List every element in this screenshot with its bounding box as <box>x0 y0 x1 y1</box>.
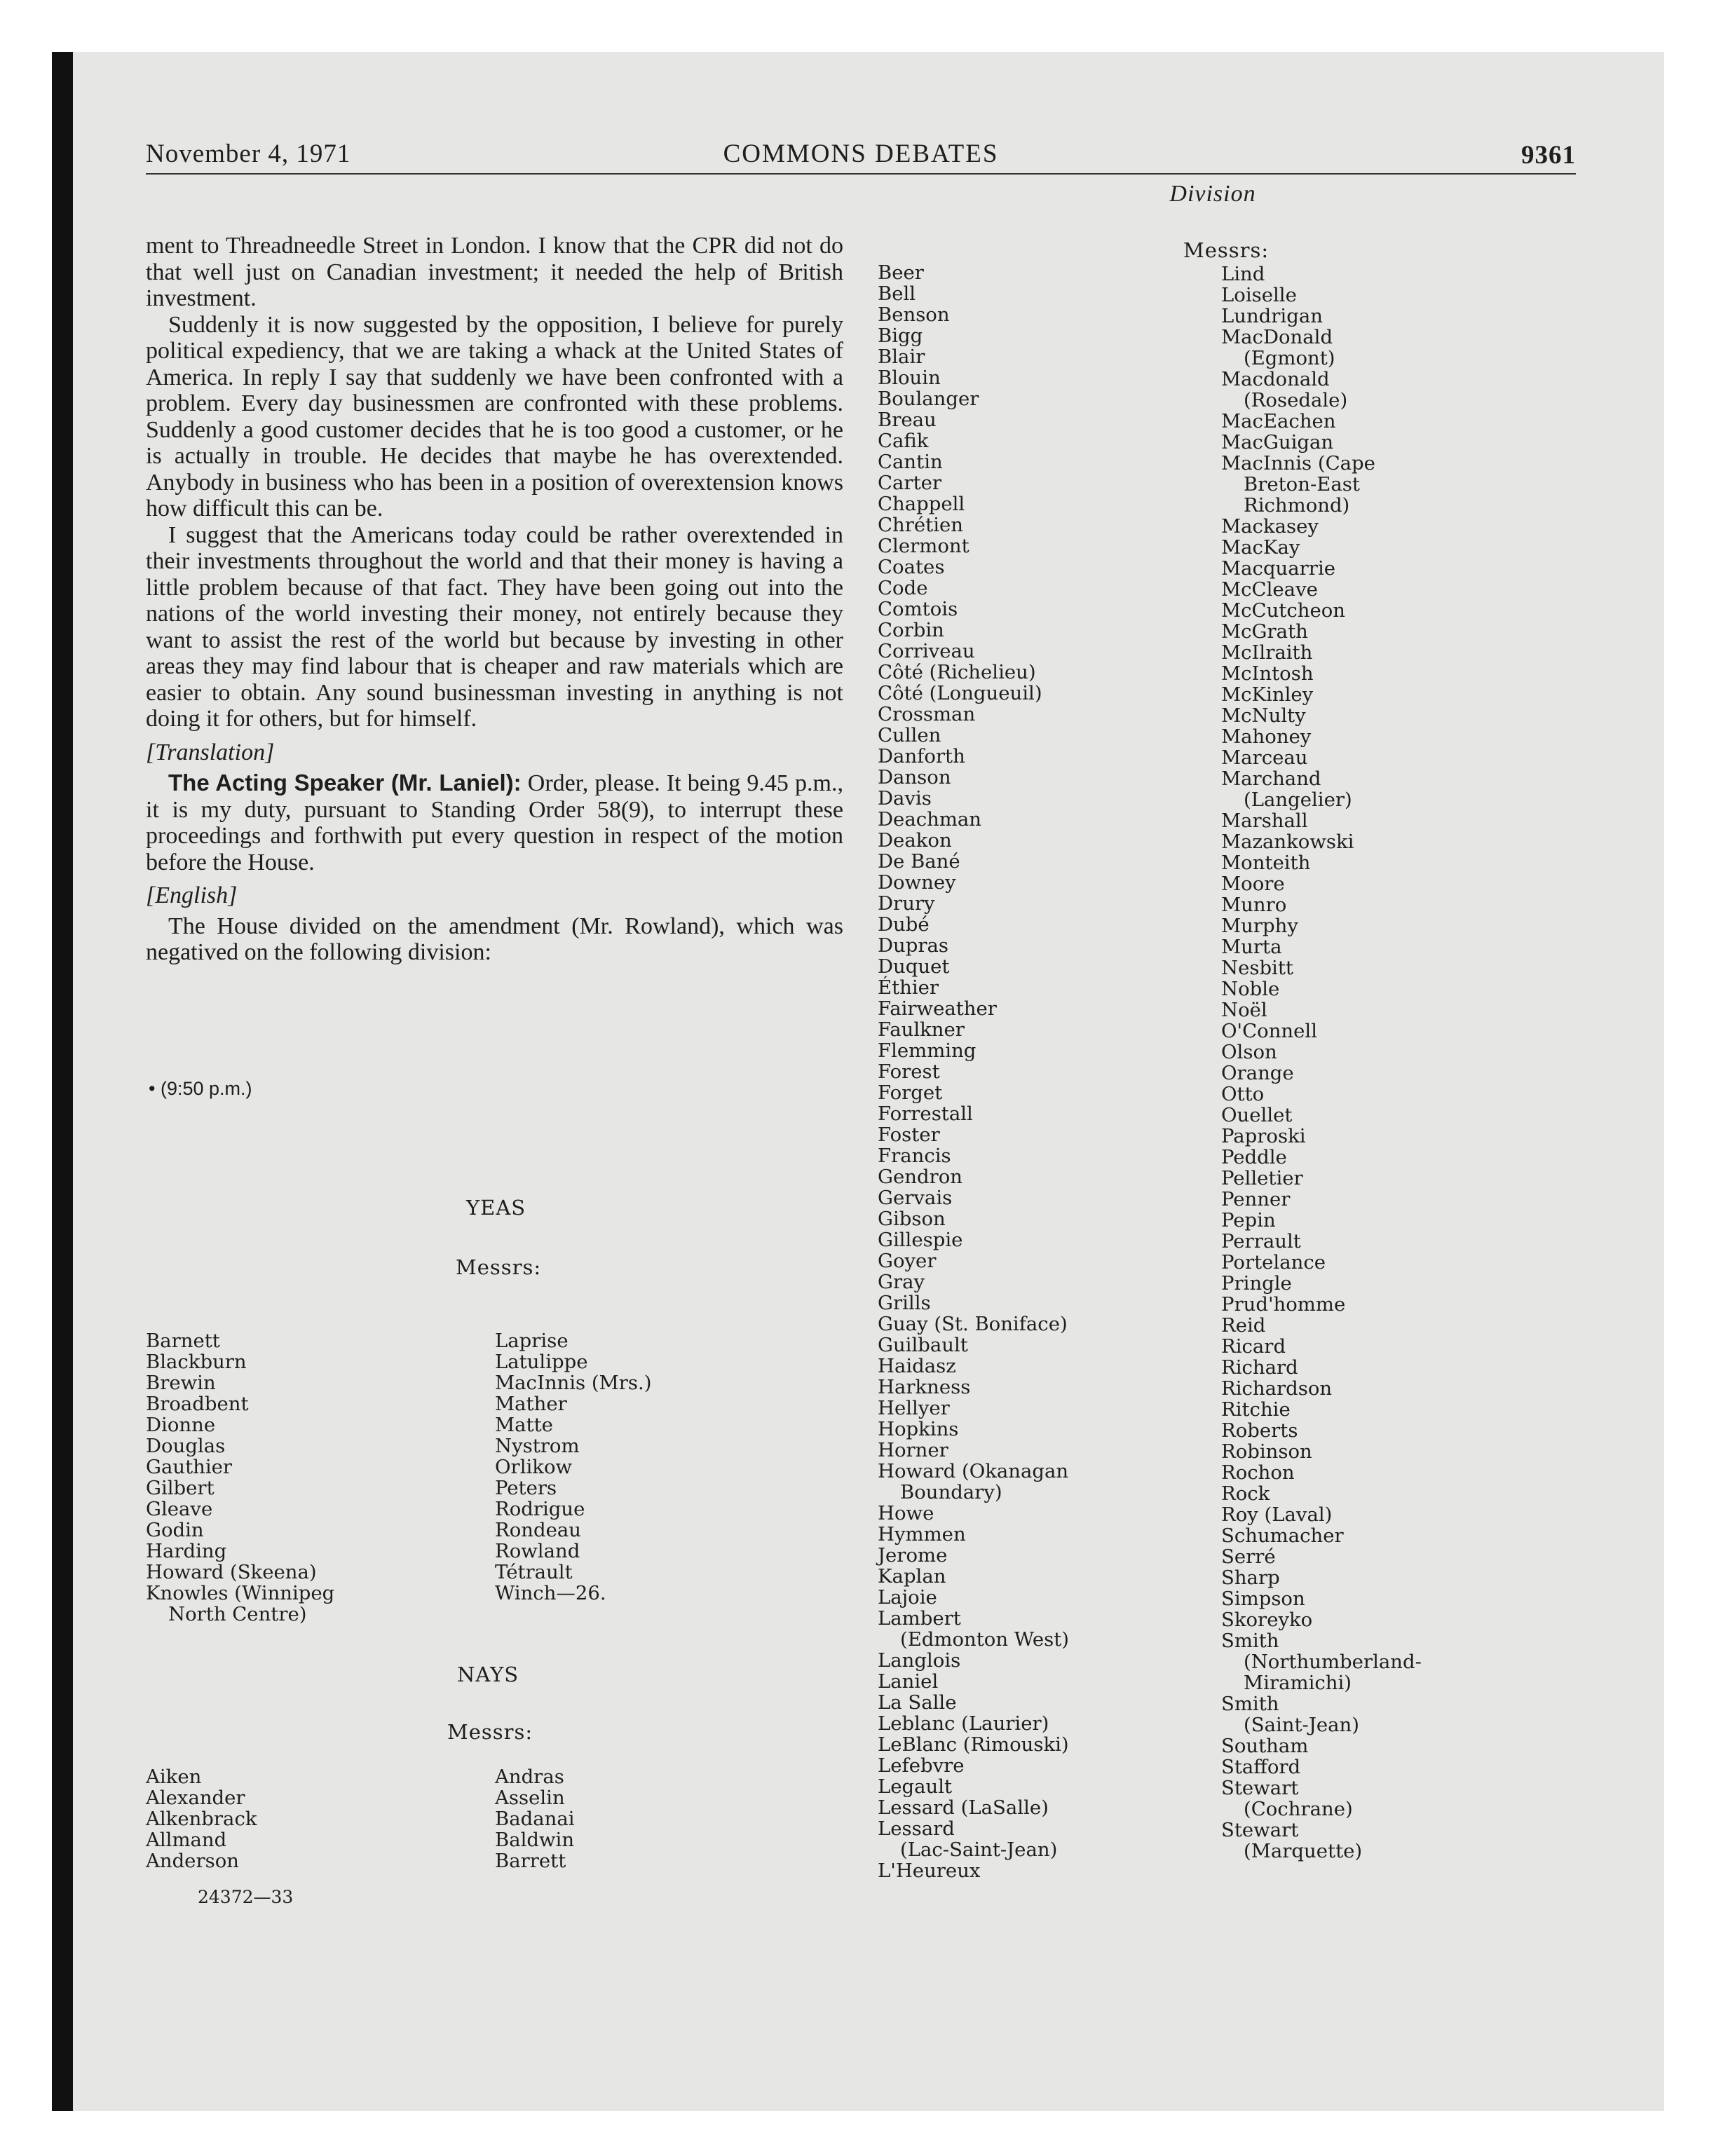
member-name: Leblanc (Laurier) <box>878 1712 1049 1735</box>
member-name: Roberts <box>1221 1419 1298 1442</box>
page-number: 9361 <box>1521 141 1576 170</box>
member-name: Gendron <box>878 1166 962 1188</box>
member-name: Stewart <box>1221 1819 1299 1841</box>
member-name: Drury <box>878 892 935 915</box>
member-name: Munro <box>1221 894 1287 916</box>
member-name: Noble <box>1221 978 1280 1000</box>
member-name: Laniel <box>878 1670 939 1693</box>
member-name: Cafik <box>878 430 929 452</box>
division-heading: Division <box>1169 181 1256 207</box>
member-name: Carter <box>878 472 942 494</box>
member-name: Dubé <box>878 913 930 936</box>
member-name: Pringle <box>1221 1272 1292 1295</box>
member-name: Gillespie <box>878 1229 963 1251</box>
member-name: Smith <box>1221 1693 1279 1715</box>
member-name: Tétrault <box>495 1561 573 1583</box>
member-name: (Saint-Jean) <box>1244 1714 1359 1736</box>
speaker-paragraph <box>146 770 843 875</box>
member-name: Richard <box>1221 1356 1298 1379</box>
member-name: Grills <box>878 1292 931 1314</box>
member-name: Lefebvre <box>878 1754 965 1777</box>
member-name: Flemming <box>878 1039 977 1062</box>
member-name: Gauthier <box>146 1456 233 1478</box>
member-name: Rochon <box>1221 1461 1295 1484</box>
member-name: Corriveau <box>878 640 975 662</box>
member-name: Skoreyko <box>1221 1609 1313 1631</box>
member-name: Gilbert <box>146 1477 215 1499</box>
member-name: Winch—26. <box>495 1582 606 1604</box>
member-name: McIntosh <box>1221 662 1314 685</box>
member-name: Lessard (LaSalle) <box>878 1796 1049 1819</box>
member-name: (Langelier) <box>1244 789 1352 811</box>
member-name: McCutcheon <box>1221 599 1346 622</box>
yeas-list-1 <box>146 1330 334 1625</box>
member-name: Roy (Laval) <box>1221 1503 1333 1526</box>
member-name: Deachman <box>878 808 982 831</box>
member-name: Nesbitt <box>1221 957 1293 979</box>
member-name: (Edmonton West) <box>900 1628 1070 1651</box>
member-name: Portelance <box>1221 1251 1326 1274</box>
nays-list-4 <box>1221 264 1422 1862</box>
member-name: Danson <box>878 766 951 789</box>
member-name: Hellyer <box>878 1397 950 1419</box>
member-name: Mackasey <box>1221 515 1319 538</box>
member-name: Howard (Okanagan <box>878 1460 1069 1482</box>
member-name: Deakon <box>878 829 952 852</box>
member-name: Rodrigue <box>495 1498 585 1520</box>
folio-number: 24372—33 <box>198 1887 294 1907</box>
member-name: La Salle <box>878 1691 957 1714</box>
member-name: McIlraith <box>1221 641 1313 664</box>
member-name: Penner <box>1221 1188 1291 1210</box>
member-name: Pepin <box>1221 1209 1276 1231</box>
member-name: Gleave <box>146 1498 213 1520</box>
member-name: LeBlanc (Rimouski) <box>878 1733 1069 1756</box>
speaker-text: Order, please. It being 9.45 p.m., it is my duty, pursuant to Standing Order 58(9), to interrupt these proceedings and forthwith put every question in respect of the motion before the House. <box>146 770 843 875</box>
member-name: Rowland <box>495 1540 580 1562</box>
paragraph: The House divided on the amendment (Mr. Rowland), which was negatived on the following division: <box>146 913 843 965</box>
member-name: Brewin <box>146 1372 216 1394</box>
member-name: Asselin <box>495 1787 565 1809</box>
member-name: North Centre) <box>168 1603 307 1625</box>
member-name: Macdonald <box>1221 368 1330 390</box>
member-name: Schumacher <box>1221 1524 1344 1547</box>
header-date: November 4, 1971 <box>146 139 351 168</box>
member-name: Robinson <box>1221 1440 1312 1463</box>
member-name: Laprise <box>495 1330 569 1352</box>
member-name: Langlois <box>878 1649 961 1672</box>
member-name: Bigg <box>878 325 923 347</box>
member-name: Harkness <box>878 1376 971 1398</box>
member-name: Howard (Skeena) <box>146 1561 317 1583</box>
member-name: O'Connell <box>1221 1020 1317 1042</box>
member-name: Lajoie <box>878 1586 937 1609</box>
member-name: Marshall <box>1221 810 1308 832</box>
member-name: (Lac-Saint-Jean) <box>900 1838 1058 1861</box>
member-name: Forest <box>878 1060 940 1083</box>
member-name: Forrestall <box>878 1103 973 1125</box>
member-name: Rondeau <box>495 1519 581 1541</box>
english-label: [English] <box>146 882 238 908</box>
member-name: Monteith <box>1221 852 1311 874</box>
member-name: Guay (St. Boniface) <box>878 1313 1068 1335</box>
paragraph: I suggest that the Americans today could be rather overextended in their investments throughout the world and that their money is having a little problem because of that fact. They have been going out into the nations of the world investing their money, not entirely because they want to assist the rest of the world but because by investing in other areas they may find labour that is cheaper and raw materials which are easier to obtain. Any sound businessman investing in anything is not doing it for others, but for himself. <box>146 521 843 732</box>
member-name: Richmond) <box>1244 494 1350 517</box>
nays-list-2 <box>495 1766 575 1871</box>
member-name: (Egmont) <box>1244 347 1335 369</box>
member-name: Badanai <box>495 1808 575 1830</box>
member-name: Douglas <box>146 1435 226 1457</box>
member-name: Harding <box>146 1540 227 1562</box>
member-name: Gray <box>878 1271 925 1293</box>
member-name: Alkenbrack <box>146 1808 257 1830</box>
member-name: Macquarrie <box>1221 557 1336 580</box>
member-name: Godin <box>146 1519 204 1541</box>
member-name: Baldwin <box>495 1829 575 1851</box>
member-name: Barnett <box>146 1330 220 1352</box>
member-name: Jerome <box>878 1544 948 1567</box>
member-name: Francis <box>878 1145 951 1167</box>
member-name: Blair <box>878 346 925 368</box>
member-name: Aiken <box>146 1766 202 1788</box>
member-name: Dupras <box>878 934 949 957</box>
member-name: Peters <box>495 1477 557 1499</box>
member-name: Côté (Richelieu) <box>878 661 1036 683</box>
member-name: Boulanger <box>878 388 979 410</box>
header-rule <box>146 173 1576 175</box>
member-name: Mahoney <box>1221 725 1312 748</box>
member-name: Lambert <box>878 1607 961 1630</box>
member-name: Ricard <box>1221 1335 1286 1358</box>
member-name: Code <box>878 577 928 599</box>
nays-heading: NAYS <box>457 1663 519 1686</box>
time-stamp: • (9:50 p.m.) <box>149 1078 252 1099</box>
member-name: Allmand <box>146 1829 227 1851</box>
member-name: Murphy <box>1221 915 1298 937</box>
yeas-list-2 <box>495 1330 652 1604</box>
member-name: Peddle <box>1221 1146 1287 1168</box>
member-name: Stewart <box>1221 1777 1299 1799</box>
member-name: Chappell <box>878 493 965 515</box>
member-name: (Northumberland- <box>1244 1651 1422 1673</box>
member-name: McKinley <box>1221 683 1314 706</box>
member-name: Éthier <box>878 976 939 999</box>
member-name: Richardson <box>1221 1377 1333 1400</box>
member-name: Moore <box>1221 873 1285 895</box>
nays-messrs: Messrs: <box>447 1720 533 1744</box>
member-name: Mather <box>495 1393 567 1415</box>
member-name: Ouellet <box>1221 1104 1293 1126</box>
member-name: Southam <box>1221 1735 1309 1757</box>
member-name: Cullen <box>878 724 941 746</box>
member-name: (Rosedale) <box>1244 389 1348 411</box>
member-name: Lundrigan <box>1221 305 1323 327</box>
speaker-name: The Acting Speaker (Mr. Laniel): <box>168 770 522 796</box>
member-name: Goyer <box>878 1250 937 1272</box>
member-name: Blackburn <box>146 1351 247 1373</box>
member-name: Anderson <box>146 1850 239 1872</box>
member-name: Horner <box>878 1439 948 1461</box>
nays-list-1 <box>146 1766 257 1871</box>
member-name: Duquet <box>878 955 950 978</box>
member-name: McCleave <box>1221 578 1318 601</box>
member-name: Kaplan <box>878 1565 946 1588</box>
member-name: McGrath <box>1221 620 1308 643</box>
member-name: Barrett <box>495 1850 566 1872</box>
header-title: COMMONS DEBATES <box>723 139 999 168</box>
member-name: Broadbent <box>146 1393 249 1415</box>
member-name: Prud'homme <box>1221 1293 1346 1316</box>
member-name: Nystrom <box>495 1435 580 1457</box>
member-name: Fairweather <box>878 997 997 1020</box>
member-name: Coates <box>878 556 945 578</box>
member-name: Stafford <box>1221 1756 1301 1778</box>
member-name: De Bané <box>878 850 960 873</box>
member-name: Benson <box>878 303 950 326</box>
member-name: Guilbault <box>878 1334 968 1356</box>
member-name: Cantin <box>878 451 943 473</box>
binding-edge <box>52 52 73 2111</box>
member-name: MacInnis (Cape <box>1221 452 1375 475</box>
member-name: Otto <box>1221 1083 1265 1105</box>
nays-list-3 <box>878 262 1069 1881</box>
member-name: MacInnis (Mrs.) <box>495 1372 652 1394</box>
member-name: Sharp <box>1221 1567 1280 1589</box>
paragraph: Suddenly it is now suggested by the opposition, I believe for purely political expediency, that we are taking a whack at the United States of America. In reply I say that suddenly we have been confronted with a problem. Every day businessmen are confronted with these problems. Suddenly a good customer decides that he is too good a customer, or he is actually in trouble. He decides that maybe he has overextended. Anybody in business who has been in a position of overextension knows how difficult this can be. <box>146 311 843 521</box>
member-name: MacKay <box>1221 536 1300 559</box>
member-name: Serré <box>1221 1546 1276 1568</box>
member-name: Bell <box>878 282 916 305</box>
member-name: Pelletier <box>1221 1167 1303 1189</box>
member-name: Lind <box>1221 263 1265 285</box>
member-name: Howe <box>878 1502 934 1524</box>
member-name: (Marquette) <box>1244 1840 1363 1862</box>
member-name: Foster <box>878 1124 940 1146</box>
member-name: McNulty <box>1221 704 1306 727</box>
member-name: Downey <box>878 871 956 894</box>
member-name: MacGuigan <box>1221 431 1334 453</box>
member-name: Chrétien <box>878 514 964 536</box>
member-name: Breton-East <box>1244 473 1360 496</box>
member-name: Marchand <box>1221 767 1321 790</box>
member-name: Andras <box>495 1766 564 1788</box>
member-name: Orlikow <box>495 1456 573 1478</box>
member-name: Breau <box>878 409 937 431</box>
member-name: Haidasz <box>878 1355 956 1377</box>
member-name: Corbin <box>878 619 944 641</box>
member-name: Loiselle <box>1221 284 1297 306</box>
paragraph: ment to Threadneedle Street in London. I know that the CPR did not do that well just on Canadian investment; it needed the help of British investment. <box>146 233 843 311</box>
member-name: MacDonald <box>1221 326 1333 348</box>
member-name: Smith <box>1221 1630 1279 1652</box>
member-name: Orange <box>1221 1062 1294 1084</box>
member-name: L'Heureux <box>878 1860 981 1882</box>
member-name: Lessard <box>878 1817 955 1840</box>
member-name: Murta <box>1221 936 1282 958</box>
yeas-messrs: Messrs: <box>456 1255 542 1279</box>
member-name: Olson <box>1221 1041 1277 1063</box>
right-messrs: Messrs: <box>1183 238 1270 262</box>
member-name: Blouin <box>878 367 941 389</box>
member-name: Crossman <box>878 703 976 725</box>
yeas-heading: YEAS <box>466 1196 526 1220</box>
member-name: Miramichi) <box>1244 1672 1352 1694</box>
member-name: Dionne <box>146 1414 216 1436</box>
member-name: Clermont <box>878 535 969 557</box>
member-name: Marceau <box>1221 746 1308 769</box>
member-name: Reid <box>1221 1314 1266 1337</box>
member-name: Hymmen <box>878 1523 966 1546</box>
member-name: Knowles (Winnipeg <box>146 1582 335 1604</box>
member-name: Rock <box>1221 1482 1270 1505</box>
member-name: (Cochrane) <box>1244 1798 1353 1820</box>
member-name: Perrault <box>1221 1230 1301 1253</box>
member-name: Ritchie <box>1221 1398 1291 1421</box>
member-name: Davis <box>878 787 932 810</box>
member-name: Danforth <box>878 745 965 767</box>
member-name: MacEachen <box>1221 410 1336 432</box>
member-name: Alexander <box>146 1787 245 1809</box>
member-name: Faulkner <box>878 1018 965 1041</box>
member-name: Gervais <box>878 1187 953 1209</box>
member-name: Hopkins <box>878 1418 959 1440</box>
left-column-text <box>146 233 843 966</box>
member-name: Matte <box>495 1414 553 1436</box>
member-name: Mazankowski <box>1221 831 1354 853</box>
member-name: Legault <box>878 1775 953 1798</box>
member-name: Noël <box>1221 999 1267 1021</box>
member-name: Boundary) <box>900 1481 1002 1503</box>
translation-label: [Translation] <box>146 739 275 765</box>
page-header <box>146 139 1576 172</box>
member-name: Simpson <box>1221 1588 1305 1610</box>
member-name: Côté (Longueuil) <box>878 682 1042 704</box>
member-name: Gibson <box>878 1208 946 1230</box>
member-name: Forget <box>878 1082 943 1104</box>
member-name: Paproski <box>1221 1125 1306 1147</box>
member-name: Beer <box>878 261 924 284</box>
member-name: Latulippe <box>495 1351 588 1373</box>
member-name: Comtois <box>878 598 958 620</box>
